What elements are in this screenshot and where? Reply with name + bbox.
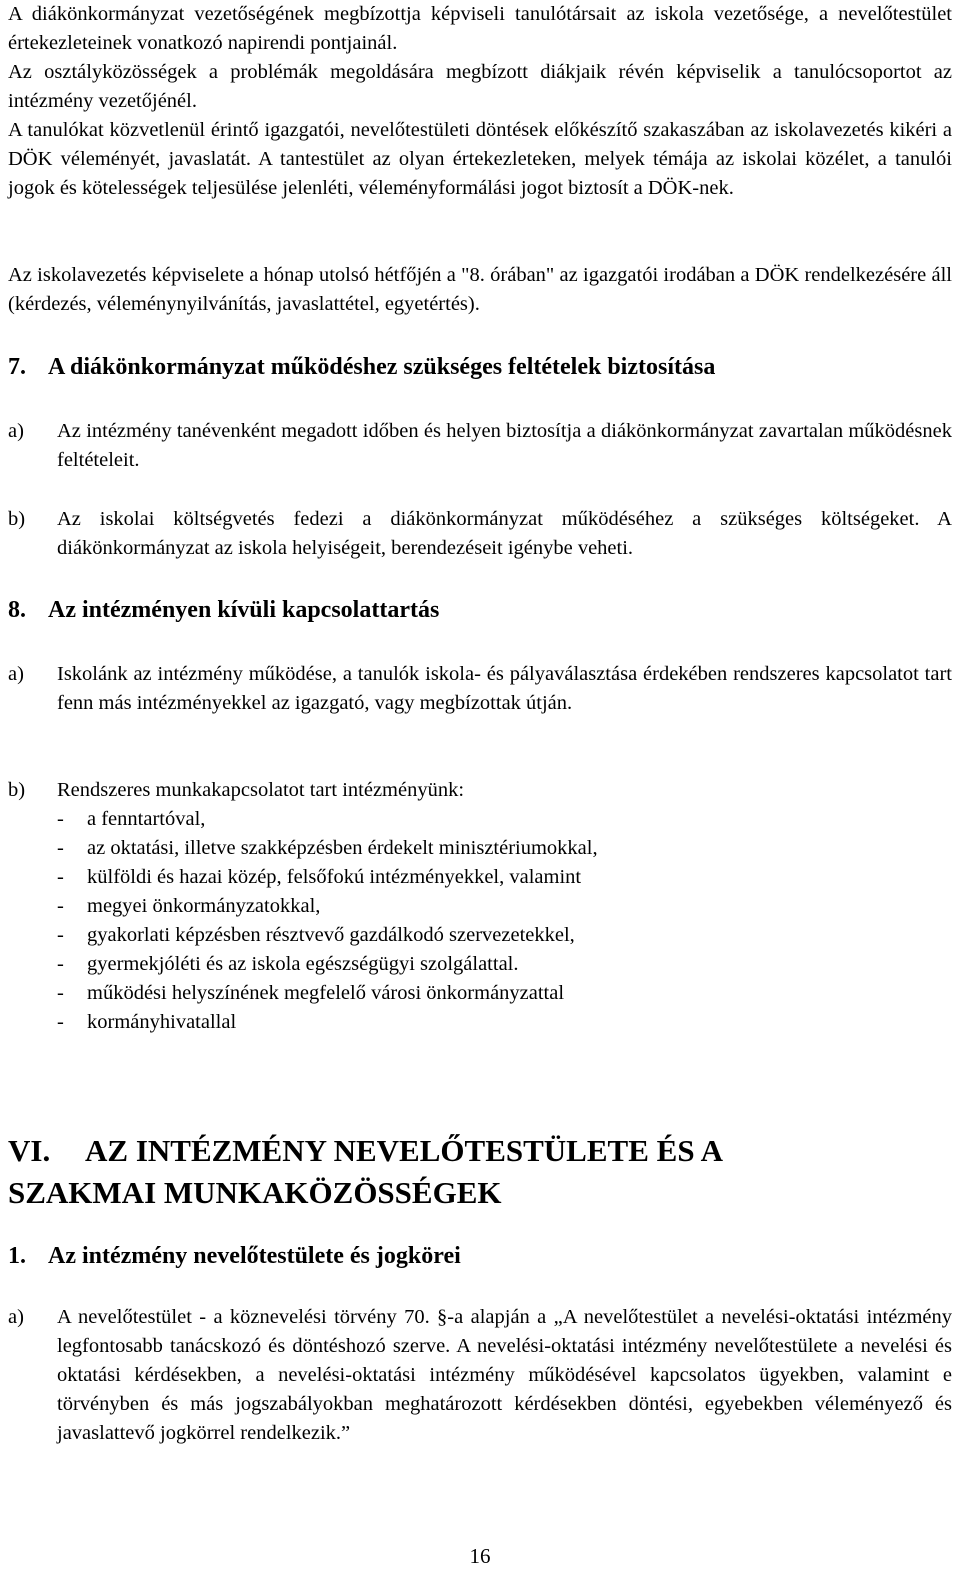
section-7-heading bbox=[8, 352, 952, 382]
section-1-heading bbox=[8, 1241, 952, 1271]
item-label: a) bbox=[8, 420, 24, 442]
item-text: Iskolánk az intézmény működése, a tanulók iskola- és pályaválasztása érdekében rendszeres kapcsolatot tart fenn más intézményekkel az igazgató, vagy megbízottak útján. bbox=[57, 663, 952, 714]
item-text: Az iskolai költségvetés fedezi a diákönkormányzat működéséhez a szükséges költségeket. A diákönkormányzat az iskola helyiségeit, berendezéseit igénybe veheti. bbox=[57, 508, 952, 559]
list-item bbox=[57, 921, 952, 950]
section-1-title: Az intézmény nevelőtestülete és jogkörei bbox=[48, 1243, 461, 1269]
dash-marker: - bbox=[57, 895, 64, 917]
list-item-text: gyakorlati képzésben résztvevő gazdálkodó szervezetekkel, bbox=[87, 924, 575, 946]
item-text: Az intézmény tanévenként megadott időben és helyen biztosítja a diákönkormányzat zavartalan működésnek feltételeit. bbox=[57, 420, 952, 471]
chapter-6-number: VI. bbox=[8, 1133, 51, 1168]
dash-marker: - bbox=[57, 1011, 64, 1033]
section-7-title: A diákönkormányzat működéshez szükséges feltételek biztosítása bbox=[48, 354, 716, 380]
item-label: b) bbox=[8, 508, 26, 530]
list-item-text: külföldi és hazai közép, felsőfokú intézményekkel, valamint bbox=[87, 866, 582, 888]
intro-paragraph-representation: A diákönkormányzat vezetőségének megbízottja képviseli tanulótársait az iskola vezetősége, a nevelőtestület értekezleteinek vonatkozó napirendi pontjainál. bbox=[8, 3, 952, 54]
list-item bbox=[57, 805, 952, 834]
section-7-item-a bbox=[8, 417, 952, 475]
list-item bbox=[57, 979, 952, 1008]
chapter-6-heading bbox=[8, 1130, 952, 1214]
page-number: 16 bbox=[469, 1544, 491, 1568]
list-item bbox=[57, 863, 952, 892]
dash-marker: - bbox=[57, 866, 64, 888]
intro-paragraph-class-communities: Az osztályközösségek a problémák megoldására megbízott diákjaik révén képviselik a tanulócsoportot az intézmény vezetőjénél. bbox=[8, 61, 952, 112]
list-intro: Rendszeres munkakapcsolatot tart intézményünk: bbox=[57, 779, 465, 801]
list-item-text: gyermekjóléti és az iskola egészségügyi szolgálattal. bbox=[87, 953, 519, 975]
dash-marker: - bbox=[57, 982, 64, 1004]
chapter-6-title-line-1 bbox=[8, 1130, 952, 1172]
list-item-text: kormányhivatallal bbox=[87, 1011, 237, 1033]
section-8-number: 8. bbox=[8, 597, 26, 623]
intro-paragraph-decisions: A tanulókat közvetlenül érintő igazgatói, nevelőtestületi döntések előkészítő szakaszában az iskolavezetés kikéri a DÖK véleményét, javaslatát. A tantestület az olyan értekezleteken, melyek témája az iskolai közélet, a tanulói jogok és kötelességek teljesülése jelenléti, véleményformálási jogot biztosít a DÖK-nek. bbox=[8, 119, 952, 199]
section-8-title: Az intézményen kívüli kapcsolattartás bbox=[48, 597, 440, 623]
list-item-text: a fenntartóval, bbox=[87, 808, 206, 830]
chapter-6-title-text: AZ INTÉZMÉNY NEVELŐTESTÜLETE ÉS A bbox=[85, 1133, 723, 1168]
dash-marker: - bbox=[57, 837, 64, 859]
section-7-item-b bbox=[8, 505, 952, 563]
list-item bbox=[57, 950, 952, 979]
section-8-heading bbox=[8, 595, 952, 625]
intro-paragraph-office-hours: Az iskolavezetés képviselete a hónap utolsó hétfőjén a "8. órában" az igazgatói irodában a DÖK rendelkezésére áll (kérdezés, véleménynyilvánítás, javaslattétel, egyetértés). bbox=[8, 264, 952, 315]
section-7-number: 7. bbox=[8, 354, 26, 380]
list-item-text: az oktatási, illetve szakképzésben érdekelt minisztériumokkal, bbox=[87, 837, 598, 859]
item-body bbox=[57, 776, 952, 1037]
item-label: b) bbox=[8, 779, 26, 801]
section-8-item-a bbox=[8, 660, 952, 718]
section-1-number: 1. bbox=[8, 1243, 26, 1269]
section-8-item-b bbox=[8, 776, 952, 1037]
list-item bbox=[57, 892, 952, 921]
list-item-text: megyei önkormányzatokkal, bbox=[87, 895, 321, 917]
list-item-text: működési helyszínének megfelelő városi önkormányzattal bbox=[87, 982, 565, 1004]
item-label: a) bbox=[8, 1306, 24, 1328]
item-label: a) bbox=[8, 663, 24, 685]
dash-marker: - bbox=[57, 924, 64, 946]
section-1-item-a bbox=[8, 1303, 952, 1448]
dash-marker: - bbox=[57, 953, 64, 975]
list-item bbox=[57, 834, 952, 863]
list-item bbox=[57, 1008, 952, 1037]
item-text: A nevelőtestület - a köznevelési törvény 70. §-a alapján a „A nevelőtestület a nevelési-oktatási intézmény legfontosabb tanácskozó és döntéshozó szerve. A nevelési-oktatási intézmény nevelőtestülete a nevelési és oktatási kérdésekben, a nevelési-oktatási intézmény működésével kapcsolatos ügyekben, valamint e törvényben és más jogszabályokban meghatározott kérdésekben döntési, egyebekben véleményező és javaslattevő jogkörrel rendelkezik.” bbox=[57, 1306, 952, 1444]
chapter-6-title-line-2: SZAKMAI MUNKAKÖZÖSSÉGEK bbox=[8, 1175, 502, 1210]
dash-marker: - bbox=[57, 808, 64, 830]
